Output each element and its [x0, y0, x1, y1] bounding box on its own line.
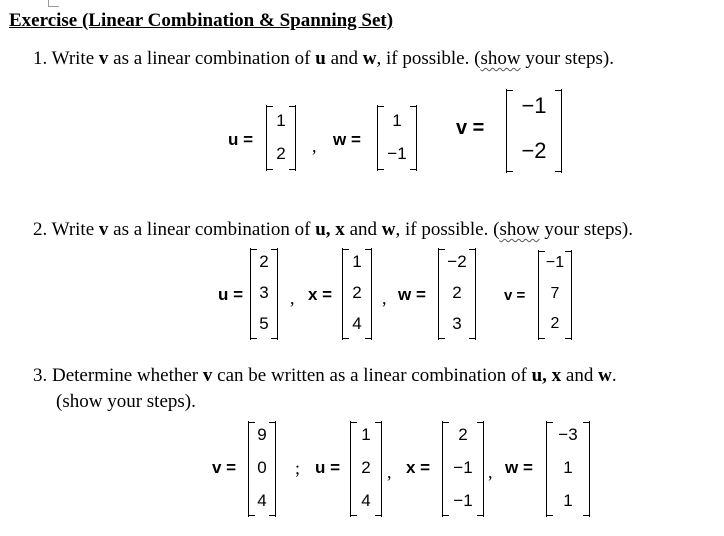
ex2-u-label: u = — [218, 285, 244, 304]
text-run: your steps). — [520, 48, 614, 69]
text-run: as a linear combination of — [108, 48, 316, 69]
bold-u-x: u, x — [315, 219, 345, 240]
ex2-w-matrix — [438, 249, 476, 339]
exercise-2-number: 2. — [33, 219, 48, 240]
bold-v: v — [98, 48, 109, 69]
text-run: and — [561, 365, 599, 386]
bold-v: v — [98, 219, 109, 240]
exercise-3-line2: (show your steps). — [56, 391, 196, 412]
ex3-x-label: x = — [406, 458, 431, 477]
matrix-entry: 1 — [276, 111, 286, 130]
ex2-x-label: x = — [308, 285, 333, 304]
text-run: . — [611, 365, 617, 386]
bold-w: w — [362, 48, 377, 69]
bold-v: v — [202, 365, 213, 386]
text-run: your steps). — [539, 219, 633, 240]
matrix-entry: 2 — [550, 315, 560, 332]
exercise-2-text — [33, 219, 633, 241]
matrix-entry: −1 — [545, 254, 565, 271]
matrix-entry: 2 — [352, 283, 362, 302]
ex1-u-label: u = — [228, 130, 254, 149]
ex3-u-matrix — [350, 422, 382, 516]
bold-u-x: u, x — [531, 365, 562, 386]
matrix-entry: −2 — [447, 252, 467, 271]
matrix-entry: 1 — [563, 491, 573, 510]
matrix-entry: −2 — [521, 138, 547, 163]
ex1-u-matrix — [266, 106, 296, 170]
matrix-entry: 2 — [276, 144, 286, 163]
ex2-v-label: v = — [504, 287, 526, 304]
text-run: can be written as a linear combination of — [212, 365, 532, 386]
ex1-v-label: v = — [456, 117, 485, 139]
matrix-entry: 1 — [392, 111, 402, 130]
matrix-entry: 4 — [352, 314, 362, 333]
matrix-entry: 3 — [452, 314, 462, 333]
matrix-entry: 4 — [257, 491, 267, 510]
matrix-entry: −3 — [558, 425, 578, 444]
ex2-u-matrix — [250, 249, 278, 339]
separator-comma: , — [488, 462, 493, 482]
ex2-x-matrix — [342, 249, 372, 339]
exercise-3-text — [33, 365, 617, 387]
spell-flag-show: show — [480, 48, 521, 69]
text-run: Write — [47, 48, 99, 69]
ex1-w-matrix — [377, 106, 417, 170]
matrix-entry: 2 — [259, 252, 269, 271]
bold-w: w — [381, 219, 396, 240]
matrix-entry: 1 — [352, 252, 362, 271]
separator-comma: , — [387, 462, 392, 482]
text-run: Write — [47, 219, 99, 240]
ex1-v-matrix — [506, 90, 562, 172]
separator-comma: , — [312, 136, 317, 156]
ex1-w-label: w = — [333, 130, 361, 149]
bold-u: u — [315, 48, 326, 69]
matrix-entry: 1 — [361, 425, 371, 444]
separator-comma: , — [382, 288, 387, 308]
text-run: as a linear combination of — [108, 219, 316, 240]
spell-flag-show: show — [499, 219, 540, 240]
matrix-entry: −1 — [453, 458, 473, 477]
exercise-1-text — [33, 48, 614, 70]
ex3-x-matrix — [442, 422, 484, 516]
matrix-entry: 5 — [259, 314, 269, 333]
text-run: , if possible. ( — [376, 48, 481, 69]
matrix-entry: −1 — [453, 491, 473, 510]
matrix-entry: 2 — [452, 283, 462, 302]
exercise-1-number: 1. — [33, 48, 48, 69]
bold-w: w — [598, 365, 612, 386]
ex3-w-label: w = — [505, 458, 533, 477]
separator-comma: , — [290, 288, 295, 308]
anchor-marker — [48, 0, 59, 7]
matrix-entry: 4 — [361, 491, 371, 510]
text-run: , if possible. ( — [395, 219, 500, 240]
matrix-entry: 7 — [550, 285, 560, 302]
ex3-v-label: v = — [212, 458, 237, 477]
ex2-v-matrix — [538, 251, 572, 339]
matrix-entry: 9 — [257, 425, 267, 444]
matrix-entry: 2 — [361, 458, 371, 477]
matrix-entry: −1 — [521, 93, 547, 118]
separator-semicolon: ; — [295, 458, 301, 478]
text-run: and — [344, 219, 382, 240]
text-run: and — [325, 48, 363, 69]
matrix-entry: 2 — [458, 425, 468, 444]
ex3-u-label: u = — [315, 458, 341, 477]
text-run: Determine whether — [47, 365, 203, 386]
page-title: Exercise (Linear Combination & Spanning Set) — [9, 10, 394, 31]
matrix-entry: 1 — [563, 458, 573, 477]
ex3-w-matrix — [546, 422, 590, 516]
matrix-entry: 0 — [257, 458, 267, 477]
ex2-w-label: w = — [398, 285, 426, 304]
matrix-entry: 3 — [259, 283, 269, 302]
exercise-3-number: 3. — [33, 365, 48, 386]
ex3-v-matrix — [248, 422, 276, 516]
matrix-entry: −1 — [387, 144, 407, 163]
